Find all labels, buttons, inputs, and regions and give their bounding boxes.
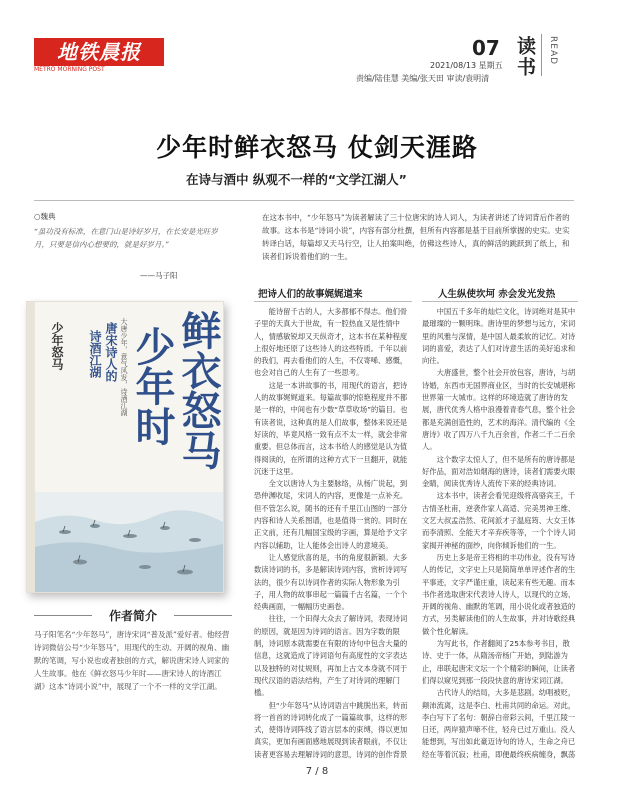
author-intro-body: 马子阳笔名“少年怒马”，唐诗宋词“普及派”爱好者。他经营诗词微信公号“少年怒马”，用现代的生动、开阔的视角、幽默的笔调，写小说也或者独创的方式，解说唐宋诗人词家的人生故事。他在《鲜衣怒马少年时——唐宋诗人的诗酒江湖》这本“诗词小说”中，展现了一个不一样的文学江湖。 bbox=[34, 630, 230, 691]
column2-paragraph: 为写此书，作者翻阅了25本参考书目，散诗、史于一体，从隋汤帝杨广开始，到陆游为止，串联起唐宋文坛一个个精彩的瞬间，让读者们得以窥见到那一段段快意的唐诗宋词江湖。 bbox=[422, 639, 576, 685]
issue-date: 2021/08/13 星期五 bbox=[430, 61, 503, 70]
column2-paragraph: 这个数字太惊人了，但不是所有的唐诗都是好作品，面对浩如烟海的唐诗，读者们需要火眼金睛，阅读优秀诗人流传下来的经典诗词。 bbox=[422, 454, 576, 489]
column2-paragraph: 古代诗人的结局，大多是悲剧。幼唱被贬，颠沛流离，这是李白、杜甫共同的命运。对此，李白写下了名句：朝辞白帝彩云间，千里江陵一日还，两岸猿声啼不住，轻舟已过万重山。没人能想到，写出如此豪迈诗句的诗人，生命之舟已经在等着沉寂；杜甫，即便最终疾病缠身，飘荡 bbox=[422, 688, 576, 759]
book-blurb: 大唐少年，意气风发，诗酒江湖 bbox=[120, 318, 128, 416]
page-indicator[interactable]: 7 / 8 bbox=[305, 766, 329, 777]
column2-paragraph: 这本书中，读者会看见迎级将高骆宾王，千古情圣杜甫，逆袭作家人高适、完美男神王维、文艺大叔孟浩然、花间派才子温庭筠、大女王体而李清照、全能天才辛弃疾等等，一个个诗人词家揭开神秘的面纱，向你倾诉他们的一生。 bbox=[422, 491, 576, 550]
author-rule-right bbox=[174, 615, 232, 616]
lede-paragraph: 在这本书中，“少年怒马”为读者解读了三十位唐宋的诗人词人，为读者讲述了诗词背后作者的故事。这本书是“诗词小说”，内容有部分杜撰，但所有内容都是基于目前所掌握的史实。史实转译白话，每篇却又天马行空，让人拍案叫绝，仿佛这些诗人，真的鲜活的跳跃到了纸上，和读者们诉说着他们的一生。 bbox=[262, 213, 570, 261]
book-subtitle-line2: 诗酒江湖 bbox=[88, 330, 102, 378]
column1-paragraph: 往往，一个田得大众去了解诗词，表现诗词的原因，就是因为诗词的语言。因为字数的限制，诗词原本就需要在有限的诗句中包含大量的信息，这就造成了诗词语句有高度性的文字表达以及独特的对仗规则，再加上古文本身就不同于现代汉语的语法结构，产生了对诗词的理解门槛。 bbox=[254, 614, 408, 698]
column1-rule bbox=[254, 301, 412, 302]
book-author: 少年怒马 bbox=[50, 322, 64, 370]
headline: 少年时鲜衣怒马 仗剑天涯路 bbox=[156, 133, 478, 162]
landscape-illustration bbox=[35, 492, 223, 592]
column2-rule bbox=[422, 301, 578, 302]
column1-paragraph: 让人感觉欣喜的是，书的角度很新颖。大多数读诗词的书，多是解读诗词内容，赏析诗词写法的，很少有以诗词作者的实际人物形象为引子，用人物的故事串起一篇篇千古名篇，一个个经典画面，一幅幅历史画卷。 bbox=[254, 552, 408, 612]
editor-credits: 责编/陆佳慧 美编/张天田 审读/袁明清 bbox=[356, 74, 490, 83]
book-title-line2: 少年时 bbox=[129, 326, 176, 446]
column2-heading: 人生纵使坎坷 赤会发光发热 bbox=[438, 289, 556, 300]
column2-paragraph: 中国五千多年的灿烂文化，诗词绝对是其中最璀璨的一颗明珠。唐诗里的梦想与远方，宋词里的风雅与深情，是中国人最柔软的记忆。对诗词的喜爱，表达了人们对诗意生活的美好追求和向往。 bbox=[422, 307, 576, 366]
byline: ○魏典 bbox=[34, 212, 56, 221]
column2-paragraph: 历史上多是帝王将相的丰功伟业，没有写诗人的传记，文字史上只是简简单单评述作者的生平事迹，文字严谨庄重，读起来有些无趣。而本书作者选取唐宋代表诗人诗人，以现代的立场、开阔的视角、幽默的笔调，用小说化或者独造的方式，另类解读他们的人生故事，并对诗歌经典做个性化解读。 bbox=[422, 552, 576, 636]
column1-paragraph: 这是一本讲故事的书，用现代的语言，把诗人的故事娓娓道来。每篇故事的惊艳程度并不都是一样的，中间也有少数“草草收场”的篇目。也有读者说，这种真的是人们故事，整体来说还是好读的，毕竟风格一致有点不太一样，就会非常重要。但总体而言，这本书给人的感觉是认为值得阅读的，在所谓的这种方式下一旦翻开，就能沉迷于这里。 bbox=[254, 380, 408, 476]
page-number: 07 bbox=[472, 36, 500, 60]
section-label-en: READ bbox=[548, 36, 558, 66]
book-cover bbox=[26, 301, 224, 593]
column1-paragraph: 全文以唐诗人为主要脉络，从杨广说起，到恐仲渊收尾，宋词人的内容，更像是一点补充。但不管怎么说，随书的还有千里江山图的一部分内容和诗人关系图谱，也是值得一赏的。同时在正文前，还有几幅国宝级的字画，算是给予文字内容以辅助，让人能体会出诗人的意境美。 bbox=[254, 479, 408, 550]
section-label: 读书 bbox=[514, 36, 536, 78]
column1-body bbox=[254, 306, 412, 761]
column2-body bbox=[422, 306, 578, 761]
section-divider bbox=[541, 34, 542, 76]
book-title-line1: 鲜衣怒马 bbox=[175, 310, 222, 470]
column2-paragraph: 大唐盛世，整个社会开放包容，唐诗，与胡诗婚，东西市无国界商业区，当时的长安城堪称世界第一大城市。这样的环境造就了唐诗的发展，唐代优秀人格中浪漫着青春气息，整个社会都是充满创造性的，艺术的海洋。清代编的《全唐诗》收了四万八千九百余首，作者二千二百余人。 bbox=[422, 368, 576, 452]
header-rule bbox=[34, 200, 574, 201]
book-cover-image bbox=[18, 297, 233, 602]
subheadline: 在诗与酒中 纵观不一样的“文学江湖人” bbox=[186, 172, 407, 187]
book-spine bbox=[27, 302, 35, 592]
book-subtitle-line1: 唐宋诗人的 bbox=[104, 322, 118, 382]
column1-heading: 把诗人们的故事娓娓道来 bbox=[258, 289, 363, 300]
masthead-logo: 地铁晨报 bbox=[34, 38, 164, 66]
column1-paragraph: 能诗留千古的人，大多都郁不得志。他们骨子里的天真大于世故，有一腔热血又是性情中人，情感敏锐却又天纵奇才，这本书在某种程度上很好地还原了这些诗人的这些特质。千年以前的我们，再去看他们的人生，不仅寄唏、感慨，也会对自己的人生有了一些思考。 bbox=[254, 307, 408, 378]
pull-quote-author: ——马子阳 bbox=[140, 271, 178, 280]
author-intro-heading: 作者简介 bbox=[108, 609, 157, 623]
column1-paragraph: 但“少年怒马”从诗词语言中跳脱出来，转而将一首首的诗词转化成了一篇篇故事，这样的形式，使得诗词阵线了语言层本的束缚，得以更加真实，更加有画面感地展现到读者眼前，不仅让读者更容易去理解诗词的意思，诗词的创作背景 bbox=[254, 700, 408, 759]
masthead-logo-tagline: METRO MORNING POST bbox=[34, 66, 105, 73]
pull-quote: “虽功没有标准，在意门山是诗好岁月，在长安是光旺岁月，只要是信内心想要的，就是好岁月。” bbox=[34, 227, 218, 249]
